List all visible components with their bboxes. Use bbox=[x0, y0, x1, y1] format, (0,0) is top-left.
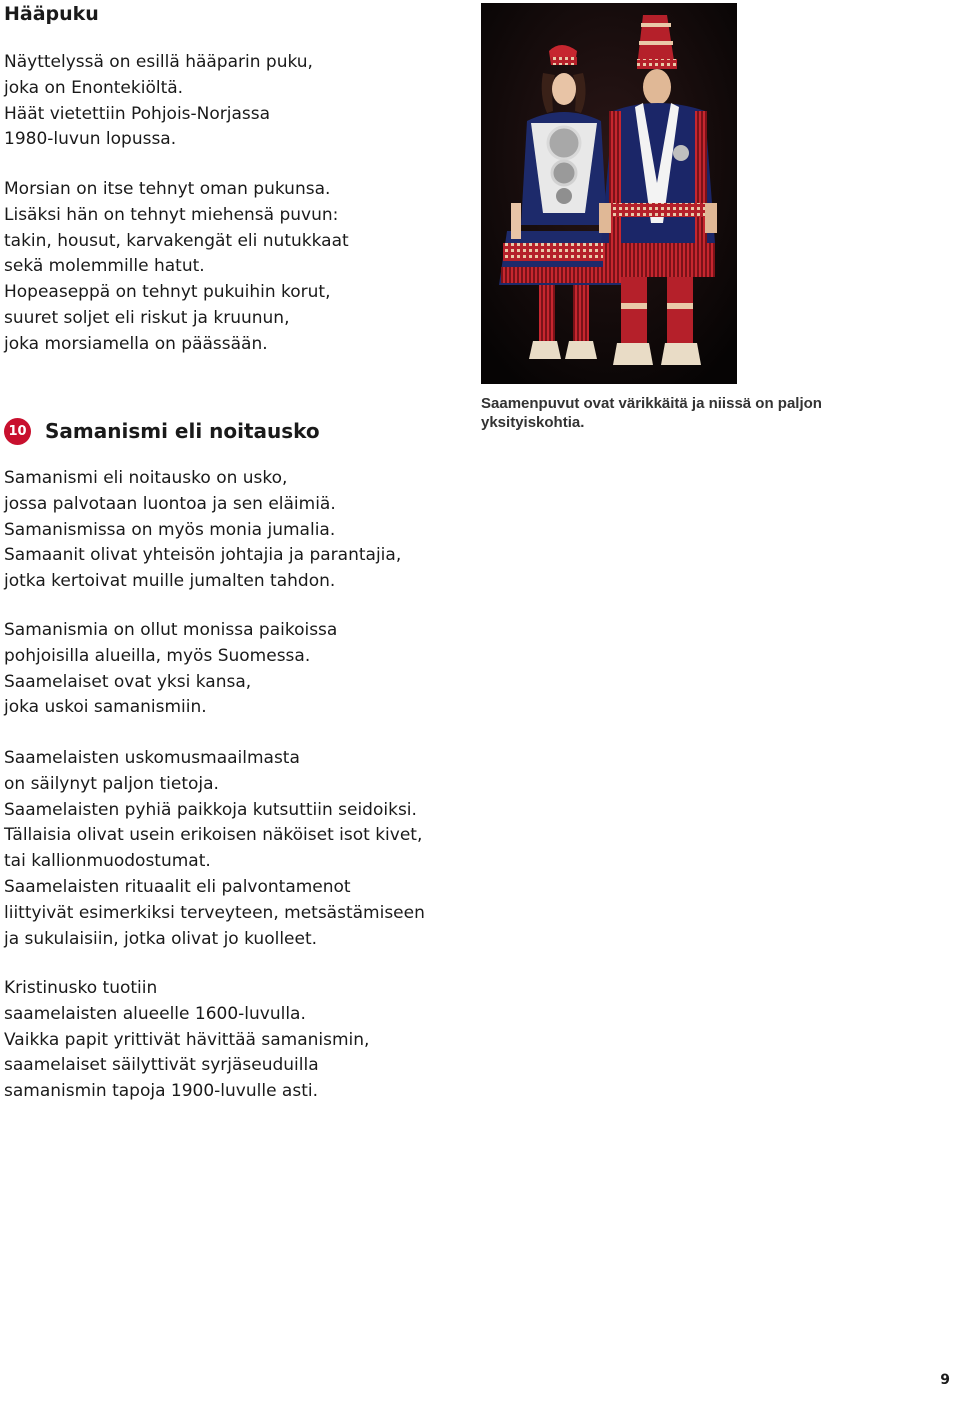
text-line: Samanismia on ollut monissa paikoissa bbox=[4, 620, 338, 640]
text-line: ja sukulaisiin, jotka olivat jo kuolleet. bbox=[4, 928, 318, 949]
text-line: joka morsiamella on päässään. bbox=[4, 333, 268, 354]
text-line: sekä molemmille hatut. bbox=[4, 256, 205, 277]
text-line: Hopeaseppä on tehnyt pukuihin korut, bbox=[4, 282, 331, 303]
text-line: saamelaisten alueelle 1600-luvulla. bbox=[4, 1003, 306, 1024]
text-line: Samaanit olivat yhteisön johtajia ja parantajia, bbox=[4, 545, 402, 566]
text-line: Vaikka papit yrittivät hävittää samanismin, bbox=[4, 1029, 370, 1050]
shamanism-paragraph-1 bbox=[4, 466, 444, 595]
text-line: Saamelaisten uskomusmaailmasta bbox=[4, 748, 300, 768]
caption-line: Saamenpuvut ovat värikkäitä ja niissä on paljon bbox=[481, 395, 822, 412]
text-line: Samanismi eli noitausko on usko, bbox=[4, 468, 288, 488]
text-line: Samanismissa on myös monia jumalia. bbox=[4, 519, 336, 540]
page-heading: Hääpuku bbox=[4, 3, 99, 25]
text-line: joka uskoi samanismiin. bbox=[4, 697, 207, 718]
photo-caption bbox=[481, 394, 901, 432]
section-header bbox=[4, 416, 320, 446]
text-line: Saamelaiset ovat yksi kansa, bbox=[4, 671, 252, 692]
text-line: takin, housut, karvakengät eli nutukkaat bbox=[4, 230, 349, 251]
shamanism-paragraph-4 bbox=[4, 976, 444, 1105]
intro-paragraph bbox=[4, 50, 444, 153]
text-line: Lisäksi hän on tehnyt miehensä puvun: bbox=[4, 204, 339, 225]
text-line: joka on Enontekiöltä. bbox=[4, 77, 184, 98]
caption-line: yksityiskohtia. bbox=[481, 414, 585, 431]
costume-illustration bbox=[481, 3, 737, 384]
text-line: liittyivät esimerkiksi terveyteen, metsästämiseen bbox=[4, 902, 425, 923]
shamanism-paragraph-3 bbox=[4, 746, 444, 952]
text-line: Kristinusko tuotiin bbox=[4, 978, 158, 998]
text-line: suuret soljet eli riskut ja kruunun, bbox=[4, 307, 290, 328]
text-line: pohjoisilla alueilla, myös Suomessa. bbox=[4, 645, 311, 666]
text-line: Näyttelyssä on esillä hääparin puku, bbox=[4, 52, 313, 72]
text-line: Morsian on itse tehnyt oman pukunsa. bbox=[4, 179, 331, 199]
shamanism-paragraph-2 bbox=[4, 618, 444, 721]
page-number: 9 bbox=[940, 1372, 950, 1388]
text-line: 1980-luvun lopussa. bbox=[4, 129, 177, 150]
maker-paragraph bbox=[4, 177, 444, 358]
text-line: Tällaisia olivat usein erikoisen näköiset isot kivet, bbox=[4, 825, 423, 846]
text-line: on säilynyt paljon tietoja. bbox=[4, 773, 219, 794]
text-line: jossa palvotaan luontoa ja sen eläimiä. bbox=[4, 493, 336, 514]
text-line: saamelaiset säilyttivät syrjäseuduilla bbox=[4, 1055, 319, 1076]
text-line: jotka kertoivat muille jumalten tahdon. bbox=[4, 571, 336, 592]
text-line: Häät vietettiin Pohjois-Norjassa bbox=[4, 103, 271, 124]
text-line: tai kallionmuodostumat. bbox=[4, 851, 211, 872]
section-number-badge: 10 bbox=[4, 418, 31, 445]
wedding-costume-photo bbox=[481, 3, 737, 384]
section-title: Samanismi eli noitausko bbox=[45, 419, 320, 443]
text-line: Saamelaisten rituaalit eli palvontamenot bbox=[4, 876, 351, 897]
text-line: samanismin tapoja 1900-luvulle asti. bbox=[4, 1081, 318, 1102]
text-line: Saamelaisten pyhiä paikkoja kutsuttiin seidoiksi. bbox=[4, 799, 417, 820]
